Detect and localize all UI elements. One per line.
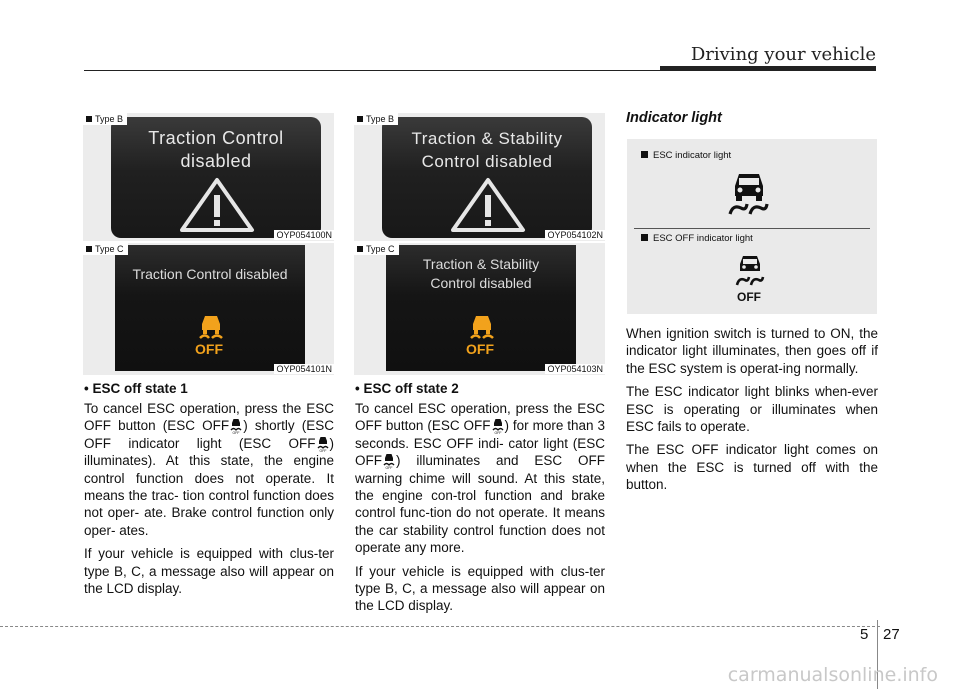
indicator-light-heading: Indicator light [626,110,722,126]
svg-text:OFF: OFF [232,431,240,435]
figure-code: OYP054103N [547,364,603,374]
paragraph: The ESC OFF indicator light comes on when the ESC is turned off with the button. [626,442,878,493]
warning-triangle-icon [450,177,526,233]
type-tag: Type C [354,243,399,255]
footer-rule [0,626,880,627]
warning-triangle-icon [179,177,255,233]
lcd-message: Traction Control disabled [132,266,288,282]
figure-code: OYP054102N [547,230,603,240]
paragraph: The ESC indicator light blinks when-ever ESC is operating or illuminates when ESC fails to operate. [626,384,878,435]
svg-text:OFF: OFF [385,466,393,470]
watermark: carmanualsonline.info [727,664,938,686]
svg-text:OFF: OFF [319,448,326,452]
lcd-screen-type-c [386,245,576,371]
header-rule-thick [660,66,876,71]
chapter-number: 5 [860,626,869,643]
lcd-message: Traction & Stability Control disabled [422,256,540,291]
figure-code: OYP054100N [276,230,332,240]
figure-3 [354,113,605,241]
esc-off-indicator-label: ESC OFF indicator light [641,233,753,244]
off-label: OFF [195,341,223,357]
esc-off-indicator-icon [317,435,329,452]
figure-2 [83,243,334,375]
paragraph: To cancel ESC operation, press the ESC OFF button (ESC OFF OFF ) for more than 3 seconds. ESC OFF indi- cator light (ESC OFF OFF ) illuminates and ESC OFF warning chime will sound. At this state, the engine con-trol function and brake control func-tion do not operate. It means the car stability control function does not operate any more. [355,401,605,556]
esc-off-indicator-icon [383,452,395,469]
figure-4 [354,243,605,375]
type-tag: Type B [83,113,127,125]
esc-indicator-icon [727,168,771,216]
figure-1 [83,113,334,241]
type-tag: Type B [354,113,398,125]
esc-indicator-label: ESC indicator light [641,150,731,161]
lcd-message: Traction Control disabled [148,128,284,171]
esc-off-state-1-heading: • ESC off state 1 [84,381,188,396]
esc-off-state-2-text [355,400,605,621]
figure-code: OYP054101N [276,364,332,374]
off-label: OFF [466,341,494,357]
page-number: 27 [883,626,900,643]
lcd-screen-type-b [111,117,321,238]
indicator-divider [634,228,870,229]
lcd-message: Traction & Stability Control disabled [411,129,563,171]
lcd-screen-type-b [382,117,592,238]
svg-text:OFF: OFF [494,431,502,435]
paragraph: If your vehicle is equipped with clus-ter type B, C, a message also will appear on the LCD display. [84,546,334,597]
lcd-screen-type-c [115,245,305,371]
type-tag: Type C [83,243,128,255]
esc-off-button-icon [230,417,242,434]
paragraph: If your vehicle is equipped with clus-ter type B, C, a message also will appear on the LCD display. [355,563,605,614]
esc-off-icon [468,311,496,339]
esc-off-indicator-icon [734,252,766,288]
off-label: OFF [737,290,761,304]
esc-off-state-2-heading: • ESC off state 2 [355,381,459,396]
indicator-light-text [626,325,878,500]
paragraph: To cancel ESC operation, press the ESC OFF button (ESC OFF OFF ) shortly (ESC OFF indicator light (ESC OFF OFF ) illuminates). At this state, the engine control function does not operate. It means the trac- tion control function does not oper- ate. Brake control function only oper- ates. [84,401,334,538]
esc-off-icon [197,311,225,339]
esc-off-button-icon [492,417,504,434]
section-title: Driving your vehicle [690,44,876,65]
paragraph: When ignition switch is turned to ON, the indicator light illuminates, then goes off if the ESC system is operat-ing normally. [626,326,878,376]
esc-off-state-1-text [84,400,334,603]
header-rule [84,70,660,71]
